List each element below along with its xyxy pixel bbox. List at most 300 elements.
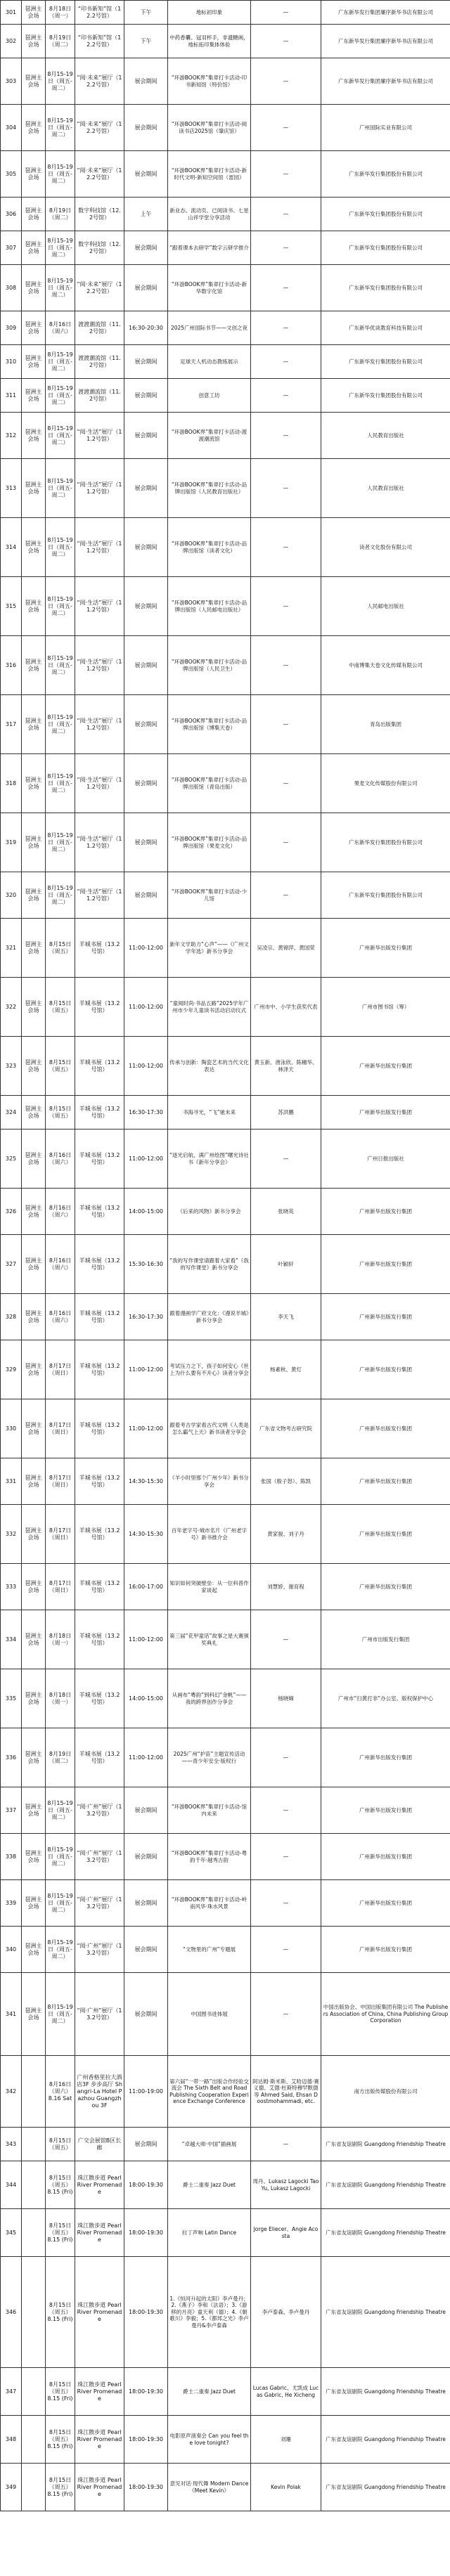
date-cell: 8月18日（周一） [46,1610,75,1669]
date-cell: 8月16日（周六） [46,1294,75,1340]
activity-cell: “环游BOOK界”集章打卡活动-岭南风华·珠水风景 [168,1880,251,1927]
time-cell: 展会期间 [124,58,168,105]
row-number: 312 [1,413,22,459]
guest-cell: — [251,151,321,198]
time-cell: 展会期间 [124,636,168,695]
guest-cell: 刘珊 [251,2416,321,2464]
time-cell: 展会期间 [124,577,168,636]
location-cell: “阅·生活”展厅（11.2号馆） [75,636,124,695]
venue-cell [22,2257,46,2368]
organizer-cell: 广州新华出版发行集团 [321,1037,450,1096]
guest-cell: Jorge Eliecer、Angie Acosta [251,2209,321,2257]
venue-cell [22,2128,46,2161]
activity-cell: 拉丁声响 Latin Dance [168,2209,251,2257]
guest-cell: — [251,413,321,459]
activity-cell: “我的写作课堂请跟着大家看”《我的写作课堂》新书分享会 [168,1235,251,1294]
row-number: 309 [1,311,22,345]
table-row [1,1458,450,1505]
organizer-cell: 广东新华发行集团股份有限公司 [321,198,450,231]
activity-cell: 电影原声演奏会 Can you feel the love tonight? [168,2416,251,2464]
time-cell: 上午 [124,198,168,231]
time-cell: 18:00-19:30 [124,2464,168,2511]
activity-cell: 传承与创新：陶瓷艺术的当代文化表达 [168,1037,251,1096]
row-number: 327 [1,1235,22,1294]
location-cell: 羊城书展（13.2号馆） [75,1340,124,1399]
location-cell: 羊城书展（13.2号馆） [75,1235,124,1294]
table-row [1,2416,450,2464]
date-cell: 8月15日（周五）8.15 (Fri) [46,2368,75,2416]
row-number: 329 [1,1340,22,1399]
venue-cell: 琶洲主会场 [22,379,46,413]
activity-cell: 爵士二重奏 Jazz Duet [168,2368,251,2416]
row-number: 336 [1,1728,22,1787]
venue-cell: 琶洲主会场 [22,1340,46,1399]
guest-cell: — [251,1610,321,1669]
time-cell: 展会期间 [124,1787,168,1834]
date-cell: 8月15日（周五）8.15 (Fri) [46,2464,75,2511]
row-number: 315 [1,577,22,636]
organizer-cell: 广东新华发行集团股份有限公司 [321,813,450,872]
venue-cell: 琶洲主会场 [22,151,46,198]
time-cell: 11:00-19:00 [124,2056,168,2128]
date-cell: 8月19日（周二） [46,198,75,231]
guest-cell: 苏洪鹏 [251,1096,321,1130]
location-cell: 珠江散步道 Pearl River Promenade [75,2161,124,2209]
organizer-cell: 广州日报出版社 [321,1130,450,1189]
time-cell: 下午 [124,25,168,58]
row-number: 302 [1,25,22,58]
activity-cell: “童阅时尚·书品五路”2025学年广州市少年儿童读书活动启动仪式 [168,978,251,1037]
table-row [1,1610,450,1669]
guest-cell: 阿达姆·斯米斯、艾哈迈德·赛义德、艾德·杜斯特穆罕默德等 Ahmed Said, Ehsan Doostmohammadi, etc. [251,2056,321,2128]
table-row [1,1,450,25]
date-cell: 8月15日（周五） [46,1096,75,1130]
guest-cell: 黄家骏、刘子丹 [251,1505,321,1564]
location-cell: 羊城书展（13.2号馆） [75,1399,124,1458]
time-cell: 11:00-12:00 [124,1610,168,1669]
venue-cell: 琶洲主会场 [22,198,46,231]
guest-cell: — [251,1927,321,1973]
organizer-cell: 广州新华出版发行集团 [321,919,450,978]
time-cell: 15:30-16:30 [124,1235,168,1294]
row-number: 317 [1,695,22,754]
venue-cell: 琶洲主会场 [22,919,46,978]
guest-cell: 刘慧娇、谢育程 [251,1564,321,1610]
activity-cell: 《羊小时里那个广州少年》新书分享会 [168,1458,251,1505]
schedule-rows [1,1,450,2511]
organizer-cell: 广州新华出版发行集团 [321,1787,450,1834]
table-row [1,2128,450,2161]
date-cell: 8月19日（周二） [46,25,75,58]
activity-cell: “环游BOOK界”集章打卡活动-新华数字化馆 [168,265,251,311]
date-cell: 8月17日（周日） [46,1340,75,1399]
location-cell: 羊城书展（13.2号馆） [75,919,124,978]
location-cell: “阅·未来”展厅（12.2号馆） [75,265,124,311]
guest-cell: — [251,1973,321,2056]
organizer-cell: 广州新华出版发行集团 [321,1927,450,1973]
organizer-cell: 广东省友谊剧院 Guangdong Friendship Theatre [321,2257,450,2368]
row-number: 334 [1,1610,22,1669]
venue-cell: 琶洲主会场 [22,1787,46,1834]
row-number: 335 [1,1669,22,1728]
time-cell: 展会期间 [124,413,168,459]
table-row [1,1130,450,1189]
time-cell: 下午 [124,1,168,25]
date-cell: 8月15-19日（周五-周二） [46,518,75,577]
organizer-cell: 读者文化股份有限公司 [321,518,450,577]
row-number: 328 [1,1294,22,1340]
date-cell: 8月15-19日（周五-周二） [46,459,75,518]
venue-cell: 琶洲主会场 [22,1096,46,1130]
location-cell: 广州香格里拉大酒店3F 步步高厅 Shangri-La Hotel Pazhou Guangzhou 3F [75,2056,124,2128]
location-cell: 珠江散步道 Pearl River Promenade [75,2368,124,2416]
venue-cell: 琶洲主会场 [22,1,46,25]
time-cell: 展会期间 [124,379,168,413]
venue-cell: 琶洲主会场 [22,265,46,311]
time-cell: 16:00-17:00 [124,1564,168,1610]
activity-cell: “环游BOOK界”集章打卡活动-粤韵千年·越秀古韵 [168,1834,251,1880]
activity-cell: 第三届“花甲童话”故事之星大赛颁奖典礼 [168,1610,251,1669]
date-cell: 8月15-19日（周五-周二） [46,151,75,198]
time-cell: 展会期间 [124,265,168,311]
table-row [1,459,450,518]
activity-cell: “逐光启航，满广州绘图”曙光诗社书《新年分享会》 [168,1130,251,1189]
row-number: 314 [1,518,22,577]
activity-cell: 新年文学助力“心声”——《广州文学年选》新书分享会 [168,919,251,978]
organizer-cell: 广州新华出版发行集团 [321,1834,450,1880]
date-cell: 8月17日（周日） [46,1505,75,1564]
date-cell: 8月16日（周六） [46,1235,75,1294]
venue-cell: 琶洲主会场 [22,1973,46,2056]
date-cell: 8月15日（周五） [46,1037,75,1096]
row-number: 332 [1,1505,22,1564]
guest-cell: — [251,459,321,518]
activity-cell: 百年老字号·城市名片《广州老字号》新书推介会 [168,1505,251,1564]
organizer-cell: 广东省友谊剧院 Guangdong Friendship Theatre [321,2161,450,2209]
organizer-cell: 广州新华出版发行集团 [321,1505,450,1564]
date-cell: 8月18日（周一） [46,1,75,25]
row-number: 320 [1,872,22,919]
date-cell: 8月15-19日（周五-周二） [46,265,75,311]
table-row [1,636,450,695]
row-number: 324 [1,1096,22,1130]
activity-cell: “环游BOOK界”集章打卡活动-品牌出版馆（人民邮电出版社） [168,577,251,636]
location-cell: 羊城书展（13.2号馆） [75,1564,124,1610]
venue-cell: 琶洲主会场 [22,413,46,459]
table-row [1,1564,450,1610]
date-cell: 8月15-19日（周五-周二） [46,695,75,754]
location-cell: 羊城书展（13.2号馆） [75,1669,124,1728]
organizer-cell: 人民邮电出版社 [321,577,450,636]
table-row [1,198,450,231]
venue-cell: 琶洲主会场 [22,754,46,813]
organizer-cell: 人民教育出版社 [321,459,450,518]
date-cell: 8月15-19日（周五-周二） [46,105,75,151]
guest-cell: 广州市中、小学生获奖代表 [251,978,321,1037]
venue-cell: 琶洲主会场 [22,577,46,636]
table-row [1,1294,450,1340]
organizer-cell: 广东新华发行集团股份有限公司 [321,151,450,198]
table-row [1,754,450,813]
guest-cell: — [251,813,321,872]
table-row [1,58,450,105]
venue-cell: 琶洲主会场 [22,1610,46,1669]
time-cell: 展会期间 [124,695,168,754]
activity-cell: 2025广州“护苗”主题宣传活动——青少年安全·版权行 [168,1728,251,1787]
organizer-cell: 广东省友谊剧院 Guangdong Friendship Theatre [321,2128,450,2161]
organizer-cell: 广东新华发行集团股份有限公司 [321,265,450,311]
activity-cell: 书海寻光，“飞”驰未来 [168,1096,251,1130]
guest-cell: — [251,518,321,577]
date-cell: 8月15-19日（周五-周二） [46,1834,75,1880]
row-number: 310 [1,345,22,379]
organizer-cell: 广东新华优谈教育科技有限公司 [321,311,450,345]
activity-cell: “环游BOOK界”集章打卡活动-阅读书店2025馆（肇庆馆） [168,105,251,151]
table-row [1,2161,450,2209]
venue-cell: 琶洲主会场 [22,1458,46,1505]
activity-cell: 新业态、流动页、已阅读书、七星山祥学堂分享活动 [168,198,251,231]
venue-cell: 琶洲主会场 [22,1564,46,1610]
row-number: 344 [1,2161,22,2209]
date-cell: 8月16日（周六） [46,311,75,345]
guest-cell: 杨素秋、黄灯 [251,1340,321,1399]
date-cell: 8月15-19日（周五-周二） [46,379,75,413]
organizer-cell: 中国出版协会、中国出版集团有限公司 The Publishers Association of China, China Publishing Group Corporation [321,1973,450,2056]
row-number: 342 [1,2056,22,2128]
table-row [1,379,450,413]
date-cell: 8月15日（周五）8.15 (Fri) [46,2416,75,2464]
table-row [1,1728,450,1787]
location-cell: “印书新知”馆（12.2号馆） [75,25,124,58]
venue-cell: 琶洲主会场 [22,1880,46,1927]
organizer-cell: 广州新华出版发行集团 [321,1235,450,1294]
date-cell: 8月17日（周日） [46,1564,75,1610]
activity-cell: “环游BOOK界”集章打卡活动-少儿馆 [168,872,251,919]
venue-cell: 琶洲主会场 [22,695,46,754]
table-row [1,25,450,58]
venue-cell: 琶洲主会场 [22,1927,46,1973]
guest-cell: — [251,577,321,636]
time-cell: 展会期间 [124,1834,168,1880]
row-number: 349 [1,2464,22,2511]
location-cell: 渡渡潮流馆（11.2号馆） [75,311,124,345]
location-cell: “阅·生活”展厅（11.2号馆） [75,577,124,636]
guest-cell: — [251,872,321,919]
row-number: 330 [1,1399,22,1458]
organizer-cell: 中南博集天卷文化传媒有限公司 [321,636,450,695]
activity-cell: 地标初印象 [168,1,251,25]
date-cell: 8月15-19日（周五-周二） [46,58,75,105]
table-row [1,265,450,311]
date-cell: 8月15-19日（周五-周二） [46,577,75,636]
table-row [1,1787,450,1834]
guest-cell: — [251,58,321,105]
table-row [1,231,450,265]
date-cell: 8月17日（周日） [46,1458,75,1505]
location-cell: “阅·生活”展厅（11.2号馆） [75,459,124,518]
time-cell: 展会期间 [124,151,168,198]
table-row [1,1669,450,1728]
organizer-cell: 广东新华发行集团廉序新华书店有限公司 [321,25,450,58]
row-number: 345 [1,2209,22,2257]
row-number: 322 [1,978,22,1037]
row-number: 339 [1,1880,22,1927]
organizer-cell: 广州新华出版发行集团 [321,1340,450,1399]
organizer-cell: 广东新华发行集团股份有限公司 [321,345,450,379]
guest-cell: — [251,1728,321,1787]
guest-cell: 叶颖轩 [251,1235,321,1294]
guest-cell: 黄玉新、唐泳欣、陈穗华、林泽天 [251,1037,321,1096]
guest-cell: — [251,265,321,311]
time-cell: 展会期间 [124,345,168,379]
location-cell: “阅·广州”展厅（13.2号馆） [75,1834,124,1880]
location-cell: 珠江散步道 Pearl River Promenade [75,2209,124,2257]
activity-cell: “环游BOOK界”集章打卡活动-品牌出版馆（青岛出版） [168,754,251,813]
activity-cell: 第六届“一带一路”出版合作经验交流会 The Sixth Belt and Road Publishing Cooperation Experience Exchange Conference [168,2056,251,2128]
activity-cell: 足球天人机动态教练展示 [168,345,251,379]
time-cell: 展会期间 [124,1927,168,1973]
organizer-cell: 广州新华出版发行集团 [321,1564,450,1610]
organizer-cell: 青岛出版集团 [321,695,450,754]
guest-cell: — [251,1130,321,1189]
activity-cell: “环游BOOK界”集章打卡活动-新时代文明-新知空间馆（雷园） [168,151,251,198]
time-cell: 11:00-12:00 [124,919,168,978]
location-cell: 渡渡潮流馆（11.2号馆） [75,379,124,413]
time-cell: 14:30-15:30 [124,1458,168,1505]
location-cell: “阅·广州”展厅（13.2号馆） [75,1787,124,1834]
date-cell: 8月15-19日（周五-周二） [46,813,75,872]
date-cell: 8月18日（周一） [46,1669,75,1728]
activity-cell: 跟着漫画学广府文化：《漫说羊城》新书分享会 [168,1294,251,1340]
venue-cell [22,2161,46,2209]
organizer-cell: 广州市“扫黄打非”办公室、版权保护中心 [321,1669,450,1728]
row-number: 326 [1,1189,22,1235]
location-cell: 羊城书展（13.2号馆） [75,1130,124,1189]
row-number: 307 [1,231,22,265]
table-row [1,1399,450,1458]
guest-cell: — [251,1,321,25]
activity-cell: “文物里的广州”专题展 [168,1927,251,1973]
organizer-cell: 南方出版传媒股份有限公司 [321,2056,450,2128]
row-number: 348 [1,2416,22,2464]
time-cell: 展会期间 [124,872,168,919]
venue-cell: 琶洲主会场 [22,872,46,919]
organizer-cell: 广东新华发行集团股份有限公司 [321,231,450,265]
time-cell: 18:00-19:30 [124,2209,168,2257]
time-cell: 11:00-12:00 [124,1340,168,1399]
venue-cell: 琶洲主会场 [22,518,46,577]
date-cell: 8月16日（周六）8.16 Sat [46,2056,75,2128]
row-number: 316 [1,636,22,695]
time-cell: 14:00-15:00 [124,1669,168,1728]
venue-cell: 琶洲主会场 [22,1505,46,1564]
table-row [1,695,450,754]
time-cell: 11:00-12:00 [124,1037,168,1096]
venue-cell: 琶洲主会场 [22,311,46,345]
guest-cell: — [251,1834,321,1880]
activity-cell: “跟着课本去研学”数字云研学推介 [168,231,251,265]
location-cell: “阅·生活”展厅（11.2号馆） [75,872,124,919]
organizer-cell: 人民教育出版社 [321,413,450,459]
guest-cell: — [251,345,321,379]
venue-cell [22,2464,46,2511]
location-cell: 珠江散步道 Pearl River Promenade [75,2464,124,2511]
activity-cell: 爵士二重奏 Jazz Duet [168,2161,251,2209]
time-cell: 18:00-19:30 [124,2416,168,2464]
organizer-cell: 广州新华出版发行集团 [321,1458,450,1505]
venue-cell: 琶洲主会场 [22,25,46,58]
time-cell: 展会期间 [124,459,168,518]
location-cell: 羊城书展（13.2号馆） [75,1189,124,1235]
venue-cell: 琶洲主会场 [22,636,46,695]
guest-cell: — [251,695,321,754]
table-row [1,151,450,198]
venue-cell: 琶洲主会场 [22,105,46,151]
location-cell: “阅·生活”展厅（11.2号馆） [75,518,124,577]
location-cell: “印书新知”馆（12.2号馆） [75,1,124,25]
venue-cell: 琶洲主会场 [22,813,46,872]
guest-cell: Kevin Polak [251,2464,321,2511]
time-cell: 11:00-12:00 [124,1399,168,1458]
row-number: 313 [1,459,22,518]
row-number: 331 [1,1458,22,1505]
time-cell: 14:00-15:00 [124,1189,168,1235]
table-row [1,2056,450,2128]
venue-cell: 琶洲主会场 [22,1189,46,1235]
time-cell: 展会期间 [124,518,168,577]
activity-cell: 1.《恒河升起的太阳》李卢曼丹；2.《燕子》李和（法语）；3.《游移的月亮》童天利（德）；4.《朝歌川》李毅；5.《都邦之光》李卢曼丹&李卢泰森 [168,2257,251,2368]
guest-cell: — [251,311,321,345]
organizer-cell: 广东省友谊剧院 Guangdong Friendship Theatre [321,2416,450,2464]
time-cell: 16:30-20:30 [124,311,168,345]
row-number: 321 [1,919,22,978]
venue-cell: 琶洲主会场 [22,345,46,379]
time-cell: 展会期间 [124,105,168,151]
organizer-cell: 广州市图书馆（筹） [321,978,450,1037]
location-cell: 数字科技馆（12.2号馆） [75,231,124,265]
table-row [1,2209,450,2257]
guest-cell: 张晓英 [251,1189,321,1235]
row-number: 323 [1,1037,22,1096]
activity-cell: 创意工坊 [168,379,251,413]
time-cell: 18:00-19:30 [124,2161,168,2209]
location-cell: 羊城书展（13.2号馆） [75,1458,124,1505]
location-cell: “阅·广州”展厅（13.2号馆） [75,1927,124,1973]
activity-cell: “环游BOOK界”集章打卡活动-品牌出版馆（博集天卷） [168,695,251,754]
row-number: 347 [1,2368,22,2416]
time-cell: 11:00-12:00 [124,978,168,1037]
location-cell: 广交会展馆B区长廊 [75,2128,124,2161]
guest-cell: 广东省文物考古研究院 [251,1399,321,1458]
table-row [1,1096,450,1130]
time-cell: 16:30-17:30 [124,1294,168,1340]
location-cell: “阅·生活”展厅（11.2号馆） [75,754,124,813]
date-cell: 8月15-19日（周五-周二） [46,231,75,265]
location-cell: “阅·生活”展厅（11.2号馆） [75,813,124,872]
activity-cell: “环游BOOK界”集章打卡活动-印书新知馆（特价馆） [168,58,251,105]
guest-cell: 李卢泰森、李卢曼丹 [251,2257,321,2368]
guest-cell: 李天飞 [251,1294,321,1340]
row-number: 341 [1,1973,22,2056]
organizer-cell: 广州新华出版发行集团 [321,1294,450,1340]
venue-cell: 琶洲主会场 [22,1037,46,1096]
table-row [1,2464,450,2511]
date-cell: 8月15日（周五） [46,2128,75,2161]
table-row [1,1973,450,2056]
table-row [1,1189,450,1235]
date-cell: 8月19日（周二） [46,1728,75,1787]
venue-cell [22,2056,46,2128]
